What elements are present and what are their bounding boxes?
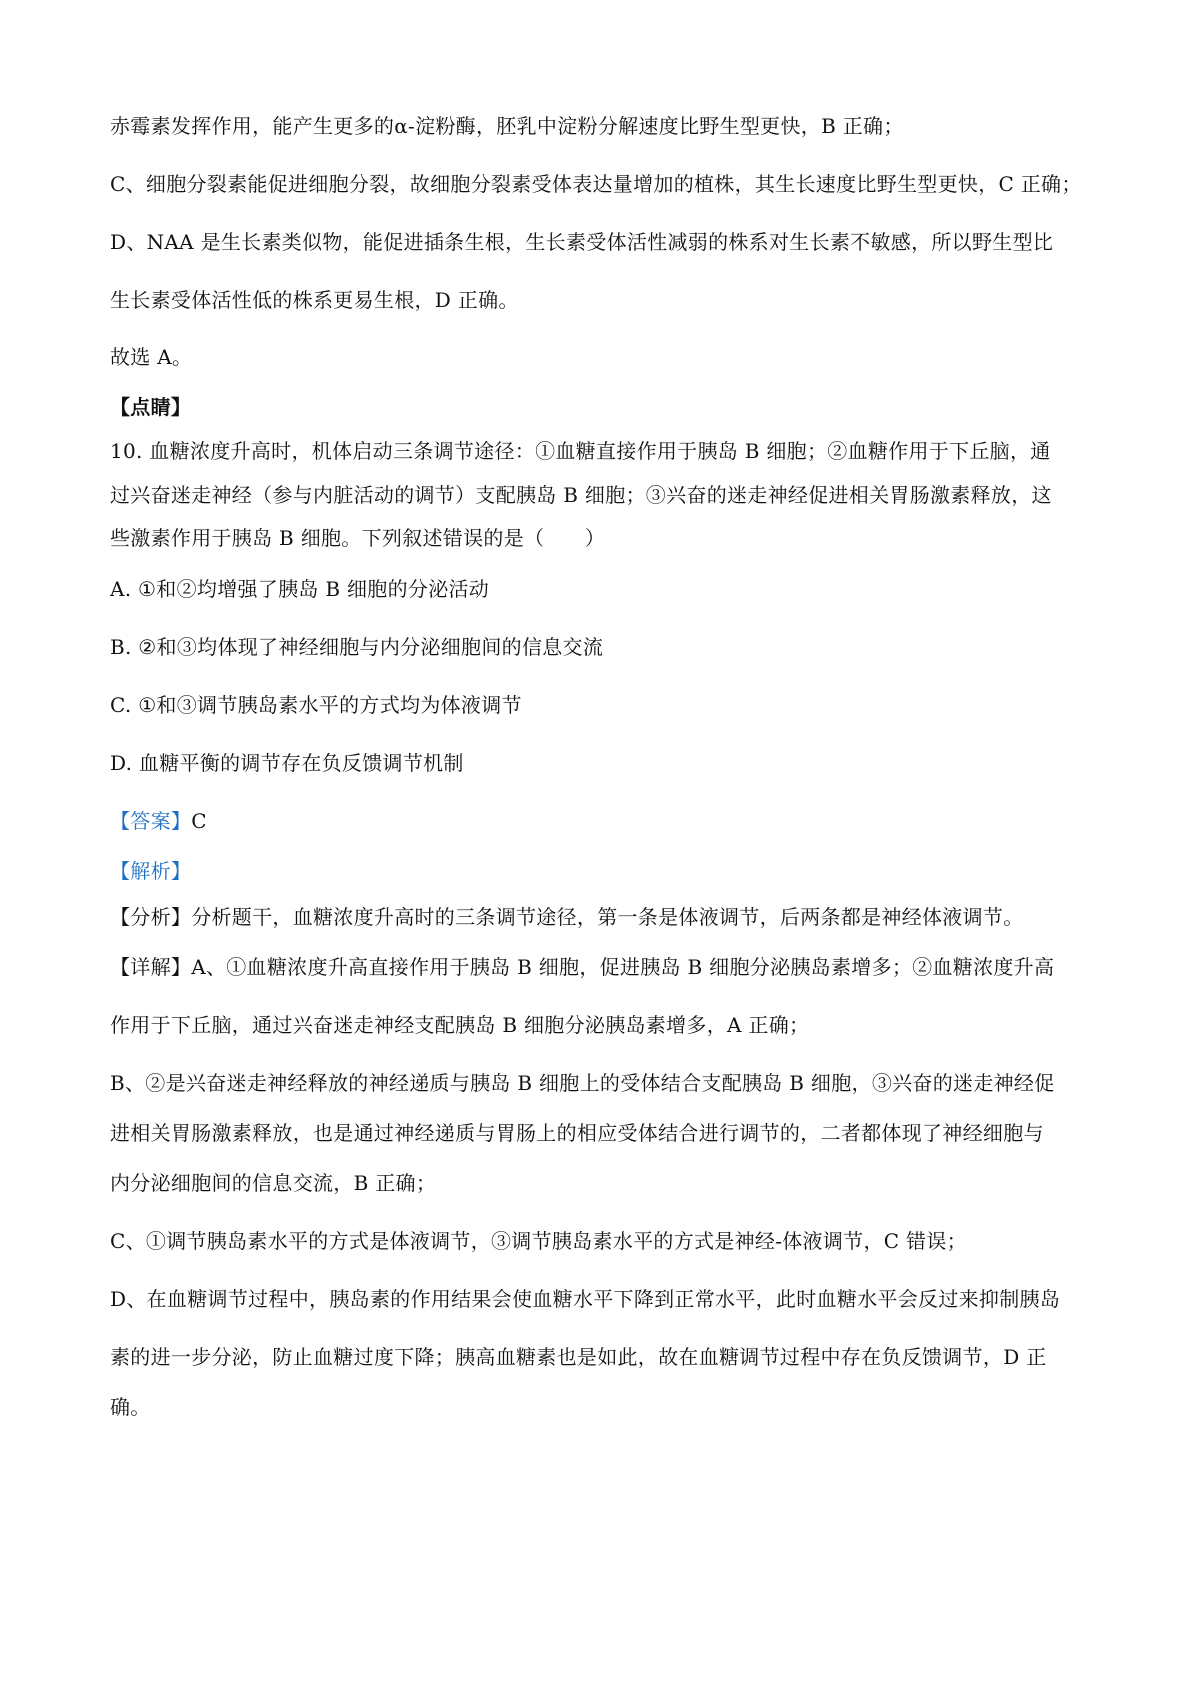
text-line: D、NAA 是生长素类似物，能促进插条生根，生长素受体活性减弱的株系对生长素不敏感，所以野生型比 (110, 230, 1054, 254)
analysis-line: B、②是兴奋迷走神经释放的神经递质与胰岛 B 细胞上的受体结合支配胰岛 B 细胞，③兴奋的迷走神经促 (110, 1071, 1055, 1095)
analysis-line: 内分泌细胞间的信息交流，B 正确； (110, 1171, 437, 1195)
analysis-line: 【详解】A、①血糖浓度升高直接作用于胰岛 B 细胞，促进胰岛 B 细胞分泌胰岛素增多；②血糖浓度升高 (110, 955, 1055, 979)
question-stem-line: 过兴奋迷走神经（参与内脏活动的调节）支配胰岛 B 细胞；③兴奋的迷走神经促进相关胃肠激素释放，这 (110, 483, 1052, 507)
analysis-line: 确。 (110, 1395, 151, 1419)
text-line: C、细胞分裂素能促进细胞分裂，故细胞分裂素受体表达量增加的植株，其生长速度比野生型更快，C 正确； (110, 172, 1082, 196)
answer-value: C (191, 809, 207, 833)
option-a: A. ①和②均增强了胰岛 B 细胞的分泌活动 (110, 577, 490, 601)
question-stem-line: 些激素作用于胰岛 B 细胞。下列叙述错误的是（ ） (110, 526, 606, 550)
question-stem-line: 10. 血糖浓度升高时，机体启动三条调节途径：①血糖直接作用于胰岛 B 细胞；②血糖作用于下丘脑，通 (110, 439, 1051, 463)
analysis-line: D、在血糖调节过程中，胰岛素的作用结果会使血糖水平下降到正常水平，此时血糖水平会反过来抑制胰岛 (110, 1287, 1061, 1311)
answer-label: 【答案】 (110, 809, 192, 833)
text-line: 故选 A。 (110, 345, 193, 369)
analysis-line: 进相关胃肠激素释放，也是通过神经递质与胃肠上的相应受体结合进行调节的，二者都体现了神经细胞与 (110, 1121, 1044, 1145)
text-line: 赤霉素发挥作用，能产生更多的α-淀粉酶，胚乳中淀粉分解速度比野生型更快，B 正确； (110, 114, 904, 138)
analysis-line: 素的进一步分泌，防止血糖过度下降；胰高血糖素也是如此，故在血糖调节过程中存在负反馈调节，D 正 (110, 1345, 1047, 1369)
analysis-label: 【解析】 (110, 859, 192, 883)
option-b: B. ②和③均体现了神经细胞与内分泌细胞间的信息交流 (110, 635, 604, 659)
section-label-dianjing: 【点睛】 (110, 395, 192, 419)
analysis-line: 【分析】分析题干，血糖浓度升高时的三条调节途径，第一条是体液调节，后两条都是神经体液调节。 (110, 905, 1024, 929)
option-c: C. ①和③调节胰岛素水平的方式均为体液调节 (110, 693, 522, 717)
analysis-line: 作用于下丘脑，通过兴奋迷走神经支配胰岛 B 细胞分泌胰岛素增多，A 正确； (110, 1013, 810, 1037)
text-line: 生长素受体活性低的株系更易生根，D 正确。 (110, 288, 519, 312)
analysis-line: C、①调节胰岛素水平的方式是体液调节，③调节胰岛素水平的方式是神经-体液调节，C 错误； (110, 1229, 967, 1253)
answer-line (110, 807, 1110, 835)
option-d: D. 血糖平衡的调节存在负反馈调节机制 (110, 751, 464, 775)
